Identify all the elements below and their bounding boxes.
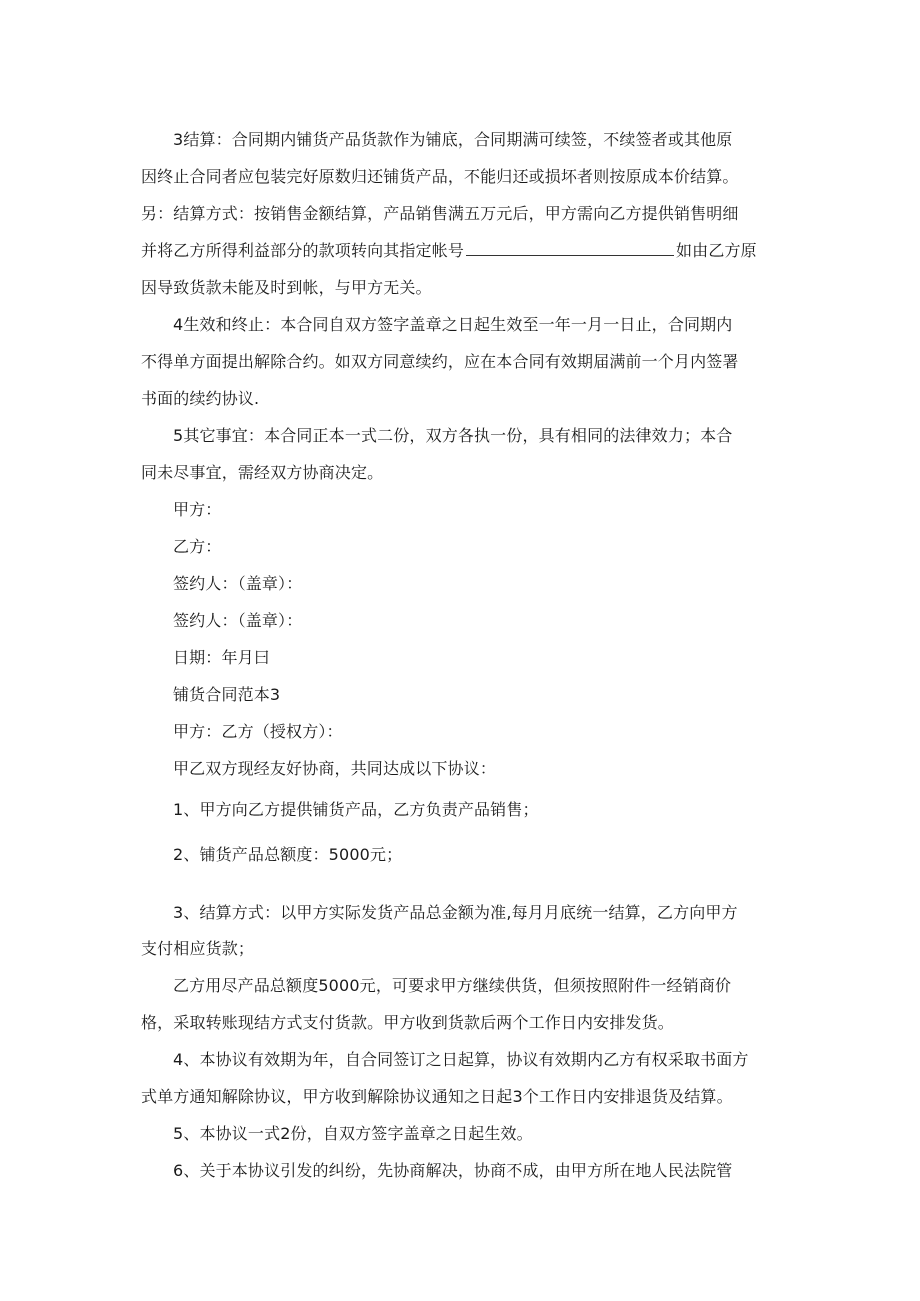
- clause-3-line-2: 因终止合同者应包装完好原数归还铺货产品，不能归还或损坏者则按原成本价结算。: [141, 167, 739, 186]
- clause-3-line-1: 3结算：合同期内铺货产品货款作为铺底，合同期满可续签，不续签者或其他原: [173, 130, 733, 149]
- clause-4-line-1: 4生效和终止：本合同自双方签字盖章之日起生效至一年一月一日止，合同期内: [173, 315, 733, 334]
- clause-3-line-5: 因导致货款未能及时到帐，与甲方无关。: [141, 278, 432, 297]
- item-4-line-2: 式单方通知解除协议，甲方收到解除协议通知之日起3个工作日内安排退货及结算。: [141, 1087, 733, 1106]
- date-label: 日期：年月曰: [173, 648, 270, 667]
- party-b-label: 乙方：: [173, 537, 222, 556]
- item-3-line-2: 支付相应货款；: [141, 939, 255, 958]
- account-blank-underline: [466, 241, 674, 256]
- account-text: 并将乙方所得利益部分的款项转向其指定帐号: [141, 241, 465, 260]
- account-text-tail: 如由乙方原: [676, 241, 757, 260]
- parties-line: 甲方：乙方（授权方）：: [173, 722, 343, 741]
- clause-3-line-3: 另：结算方式：按销售金额结算，产品销售满五万元后，甲方需向乙方提供销售明细: [141, 204, 739, 223]
- party-a-label: 甲方：: [173, 500, 222, 519]
- item-3-line-1: 3、结算方式：以甲方实际发货产品总金额为准,每月月底统一结算，乙方向甲方: [173, 903, 738, 922]
- item-3b-line-1: 乙方用尽产品总额度5000元，可要求甲方继续供货，但须按照附件一经销商价: [173, 976, 732, 995]
- item-6-line-1: 6、关于本协议引发的纠纷，先协商解决，协商不成，由甲方所在地人民法院管: [173, 1161, 733, 1180]
- section-title: 铺货合同范本3: [173, 685, 281, 704]
- clause-4-line-2: 不得单方面提出解除合约。如双方同意续约，应在本合同有效期届满前一个月内签署: [141, 352, 739, 371]
- agreement-intro: 甲乙双方现经友好协商，共同达成以下协议：: [173, 759, 497, 778]
- item-2: 2、铺货产品总额度：5000元；: [173, 845, 403, 864]
- clause-4-line-3: 书面的续约协议.: [141, 389, 260, 408]
- clause-5-line-1: 5其它事宜：本合同正本一式二份，双方各执一份，具有相同的法律效力；本合: [173, 426, 733, 445]
- item-3b-line-2: 格，采取转账现结方式支付货款。甲方收到货款后两个工作日内安排发货。: [141, 1013, 674, 1032]
- signatory-1: 签约人：（盖章）：: [173, 574, 303, 593]
- item-1: 1、甲方向乙方提供铺货产品，乙方负责产品销售；: [173, 800, 539, 819]
- clause-3-line-4: [141, 239, 781, 263]
- clause-5-line-2: 同未尽事宜，需经双方协商决定。: [141, 463, 384, 482]
- item-5: 5、本协议一式2份，自双方签字盖章之日起生效。: [173, 1124, 533, 1143]
- item-4-line-1: 4、本协议有效期为年，自合同签订之日起算，协议有效期内乙方有权采取书面方: [173, 1050, 749, 1069]
- signatory-2: 签约人：（盖章）：: [173, 611, 303, 630]
